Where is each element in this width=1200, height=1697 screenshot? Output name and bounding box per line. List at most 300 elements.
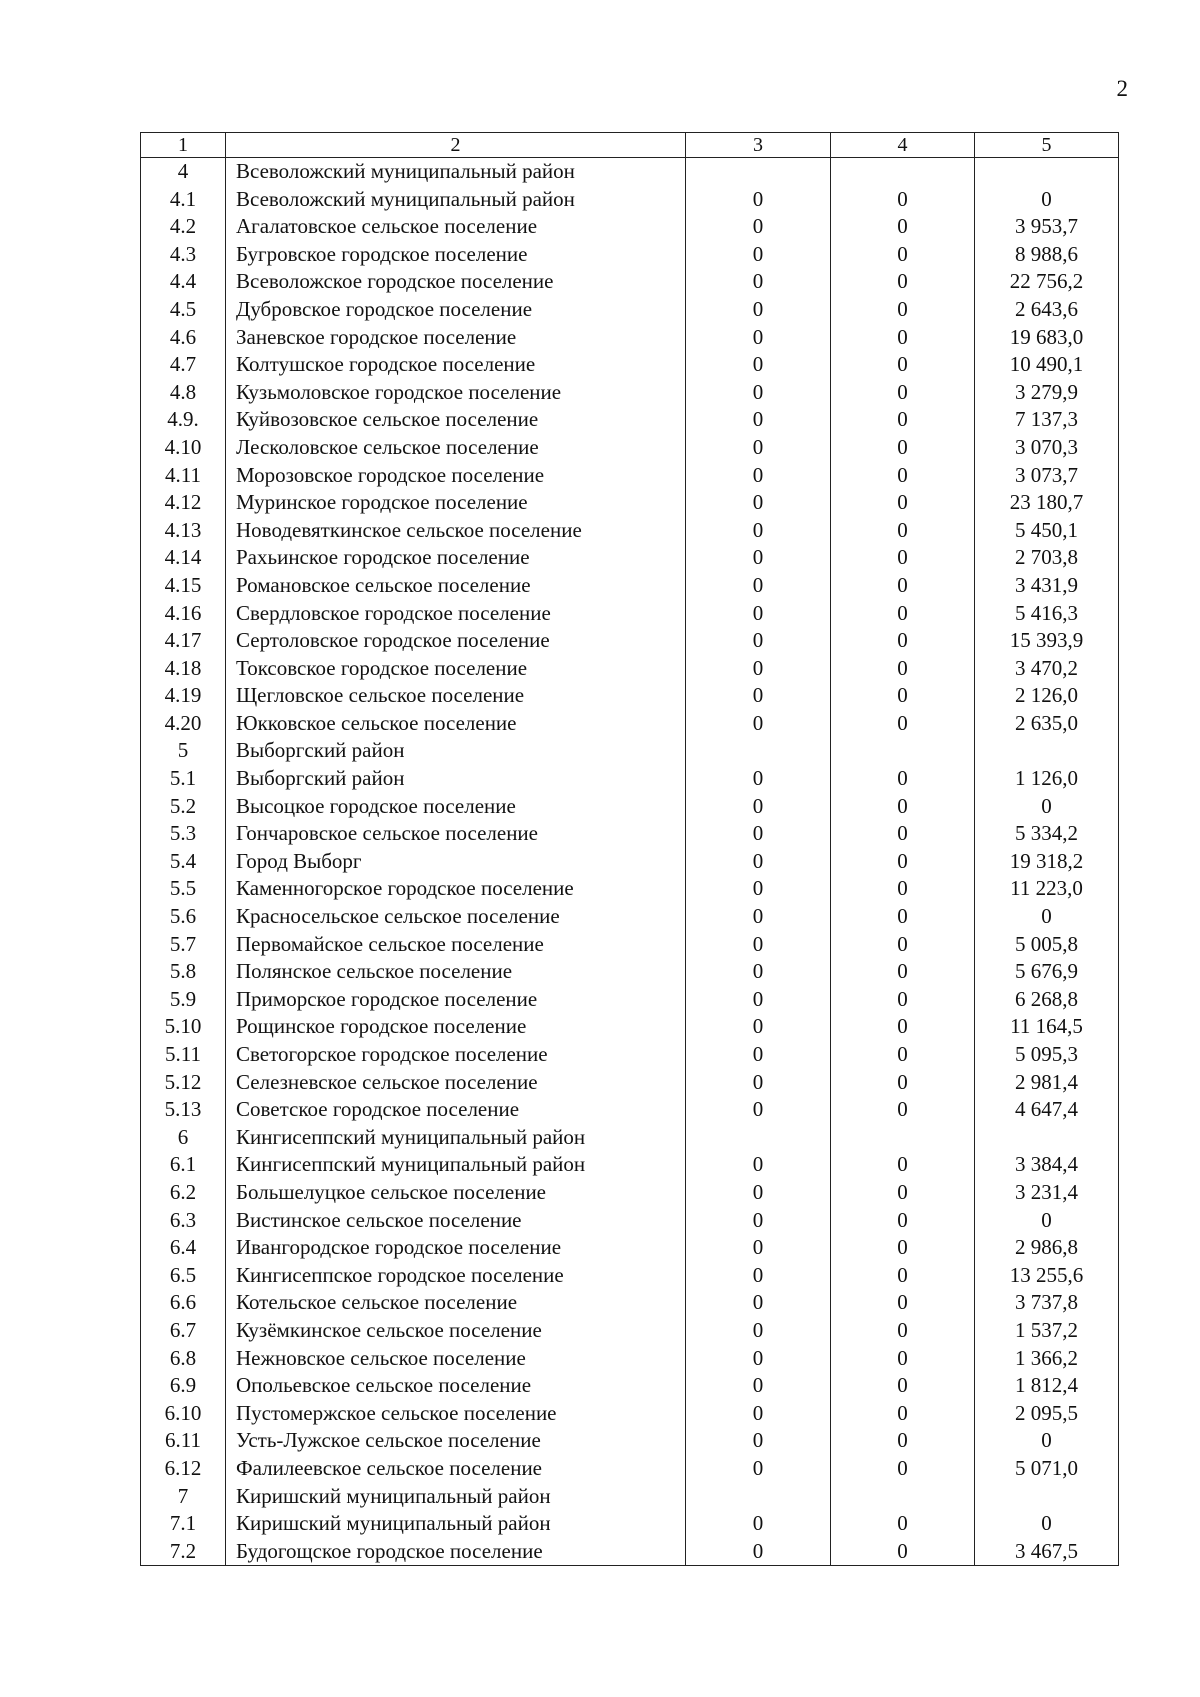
value-col-4: 0 <box>831 1427 975 1455</box>
value-col-4: 0 <box>831 379 975 407</box>
value-col-4: 0 <box>831 793 975 821</box>
value-col-3: 0 <box>686 462 831 490</box>
table-row <box>141 737 1119 765</box>
value-col-5: 6 268,8 <box>975 986 1119 1014</box>
municipality-name: Кингисеппский муниципальный район <box>226 1151 686 1179</box>
value-col-4: 0 <box>831 489 975 517</box>
table-row <box>141 627 1119 655</box>
value-col-5 <box>975 158 1119 186</box>
value-col-4: 0 <box>831 1372 975 1400</box>
value-col-3: 0 <box>686 903 831 931</box>
value-col-5: 2 095,5 <box>975 1400 1119 1428</box>
value-col-4: 0 <box>831 1262 975 1290</box>
row-number: 4.7 <box>141 351 226 379</box>
municipality-name: Агалатовское сельское поселение <box>226 213 686 241</box>
row-number: 5.7 <box>141 931 226 959</box>
table-row <box>141 682 1119 710</box>
value-col-4: 0 <box>831 1345 975 1373</box>
value-col-5: 0 <box>975 186 1119 214</box>
row-number: 5.1 <box>141 765 226 793</box>
table-row <box>141 296 1119 324</box>
value-col-4: 0 <box>831 406 975 434</box>
municipality-name: Выборгский район <box>226 765 686 793</box>
table-row <box>141 1096 1119 1124</box>
value-col-3: 0 <box>686 1179 831 1207</box>
municipality-name: Кузьмоловское городское поселение <box>226 379 686 407</box>
value-col-4: 0 <box>831 875 975 903</box>
value-col-5: 3 737,8 <box>975 1289 1119 1317</box>
table-row <box>141 572 1119 600</box>
value-col-5: 0 <box>975 1510 1119 1538</box>
header-col-4: 4 <box>831 133 975 158</box>
value-col-5: 10 490,1 <box>975 351 1119 379</box>
value-col-5: 3 953,7 <box>975 213 1119 241</box>
table-row <box>141 517 1119 545</box>
value-col-4: 0 <box>831 682 975 710</box>
municipality-name: Муринское городское поселение <box>226 489 686 517</box>
municipality-name: Свердловское городское поселение <box>226 600 686 628</box>
value-col-5: 5 676,9 <box>975 958 1119 986</box>
value-col-4: 0 <box>831 517 975 545</box>
row-number: 5.2 <box>141 793 226 821</box>
row-number: 4 <box>141 158 226 186</box>
municipality-name: Всеволожское городское поселение <box>226 268 686 296</box>
table-row <box>141 1234 1119 1262</box>
value-col-5: 2 126,0 <box>975 682 1119 710</box>
row-number: 7 <box>141 1483 226 1511</box>
value-col-3: 0 <box>686 820 831 848</box>
municipality-name: Котельское сельское поселение <box>226 1289 686 1317</box>
value-col-3: 0 <box>686 1069 831 1097</box>
table-row <box>141 1289 1119 1317</box>
row-number: 4.12 <box>141 489 226 517</box>
value-col-4: 0 <box>831 1400 975 1428</box>
value-col-4 <box>831 1124 975 1152</box>
row-number: 5.6 <box>141 903 226 931</box>
municipality-name: Опольевское сельское поселение <box>226 1372 686 1400</box>
value-col-3: 0 <box>686 1538 831 1566</box>
row-number: 6.11 <box>141 1427 226 1455</box>
table-row <box>141 379 1119 407</box>
value-col-4: 0 <box>831 324 975 352</box>
value-col-3: 0 <box>686 296 831 324</box>
value-col-4: 0 <box>831 213 975 241</box>
municipality-name: Новодевяткинское сельское поселение <box>226 517 686 545</box>
table-row <box>141 1483 1119 1511</box>
value-col-3: 0 <box>686 600 831 628</box>
value-col-3: 0 <box>686 186 831 214</box>
municipality-name: Морозовское городское поселение <box>226 462 686 490</box>
row-number: 4.1 <box>141 186 226 214</box>
row-number: 5.3 <box>141 820 226 848</box>
value-col-5: 3 231,4 <box>975 1179 1119 1207</box>
municipality-name: Рощинское городское поселение <box>226 1013 686 1041</box>
value-col-3: 0 <box>686 1510 831 1538</box>
table-row <box>141 1455 1119 1483</box>
value-col-5: 0 <box>975 1207 1119 1235</box>
table-row <box>141 544 1119 572</box>
row-number: 6.2 <box>141 1179 226 1207</box>
value-col-5: 1 812,4 <box>975 1372 1119 1400</box>
municipality-name: Селезневское сельское поселение <box>226 1069 686 1097</box>
value-col-3: 0 <box>686 241 831 269</box>
value-col-3: 0 <box>686 627 831 655</box>
value-col-5: 3 073,7 <box>975 462 1119 490</box>
value-col-5: 5 450,1 <box>975 517 1119 545</box>
value-col-5: 1 537,2 <box>975 1317 1119 1345</box>
municipality-name: Киришский муниципальный район <box>226 1483 686 1511</box>
value-col-3: 0 <box>686 406 831 434</box>
row-number: 4.11 <box>141 462 226 490</box>
row-number: 4.3 <box>141 241 226 269</box>
value-col-4: 0 <box>831 986 975 1014</box>
value-col-5: 22 756,2 <box>975 268 1119 296</box>
table-row <box>141 213 1119 241</box>
value-col-5: 19 318,2 <box>975 848 1119 876</box>
value-col-5: 1 366,2 <box>975 1345 1119 1373</box>
value-col-4: 0 <box>831 1289 975 1317</box>
value-col-4: 0 <box>831 931 975 959</box>
value-col-4: 0 <box>831 296 975 324</box>
value-col-3: 0 <box>686 655 831 683</box>
value-col-5: 2 643,6 <box>975 296 1119 324</box>
value-col-5: 2 986,8 <box>975 1234 1119 1262</box>
value-col-4: 0 <box>831 1013 975 1041</box>
value-col-4: 0 <box>831 1069 975 1097</box>
value-col-4: 0 <box>831 1234 975 1262</box>
value-col-3: 0 <box>686 1151 831 1179</box>
row-number: 5.12 <box>141 1069 226 1097</box>
value-col-5: 3 070,3 <box>975 434 1119 462</box>
municipality-name: Приморское городское поселение <box>226 986 686 1014</box>
value-col-3: 0 <box>686 875 831 903</box>
municipality-name: Будогощское городское поселение <box>226 1538 686 1566</box>
value-col-4: 0 <box>831 1151 975 1179</box>
header-row <box>141 133 1119 158</box>
value-col-3 <box>686 1124 831 1152</box>
value-col-5: 19 683,0 <box>975 324 1119 352</box>
value-col-3: 0 <box>686 572 831 600</box>
value-col-5: 7 137,3 <box>975 406 1119 434</box>
row-number: 4.9. <box>141 406 226 434</box>
value-col-4: 0 <box>831 351 975 379</box>
value-col-5 <box>975 1124 1119 1152</box>
municipality-name: Всеволожский муниципальный район <box>226 186 686 214</box>
table-row <box>141 489 1119 517</box>
value-col-5: 0 <box>975 1427 1119 1455</box>
municipality-name: Первомайское сельское поселение <box>226 931 686 959</box>
row-number: 4.2 <box>141 213 226 241</box>
row-number: 6.1 <box>141 1151 226 1179</box>
municipality-name: Пустомержское сельское поселение <box>226 1400 686 1428</box>
table-row <box>141 848 1119 876</box>
row-number: 7.1 <box>141 1510 226 1538</box>
value-col-3 <box>686 737 831 765</box>
value-col-4: 0 <box>831 186 975 214</box>
table-row <box>141 1372 1119 1400</box>
value-col-5 <box>975 1483 1119 1511</box>
value-col-3: 0 <box>686 1234 831 1262</box>
value-col-4: 0 <box>831 434 975 462</box>
row-number: 6.12 <box>141 1455 226 1483</box>
municipality-name: Вистинское сельское поселение <box>226 1207 686 1235</box>
value-col-4: 0 <box>831 241 975 269</box>
table-row <box>141 820 1119 848</box>
value-col-5 <box>975 737 1119 765</box>
value-col-3 <box>686 1483 831 1511</box>
row-number: 5.8 <box>141 958 226 986</box>
value-col-3: 0 <box>686 1317 831 1345</box>
table-row <box>141 986 1119 1014</box>
table-row <box>141 1179 1119 1207</box>
table-row <box>141 1124 1119 1152</box>
table-row <box>141 1151 1119 1179</box>
value-col-3: 0 <box>686 1096 831 1124</box>
value-col-5: 3 384,4 <box>975 1151 1119 1179</box>
value-col-4: 0 <box>831 1510 975 1538</box>
table-row <box>141 324 1119 352</box>
row-number: 5.9 <box>141 986 226 1014</box>
row-number: 6.4 <box>141 1234 226 1262</box>
value-col-5: 0 <box>975 793 1119 821</box>
value-col-5: 3 470,2 <box>975 655 1119 683</box>
value-col-4: 0 <box>831 710 975 738</box>
municipality-name: Юкковское сельское поселение <box>226 710 686 738</box>
row-number: 5 <box>141 737 226 765</box>
value-col-3: 0 <box>686 434 831 462</box>
table-row <box>141 1207 1119 1235</box>
value-col-3: 0 <box>686 848 831 876</box>
value-col-5: 1 126,0 <box>975 765 1119 793</box>
table-row <box>141 958 1119 986</box>
value-col-4 <box>831 737 975 765</box>
value-col-4: 0 <box>831 544 975 572</box>
table-row <box>141 1345 1119 1373</box>
header-col-5: 5 <box>975 133 1119 158</box>
value-col-4: 0 <box>831 848 975 876</box>
value-col-3: 0 <box>686 682 831 710</box>
municipality-name: Сертоловское городское поселение <box>226 627 686 655</box>
row-number: 4.4 <box>141 268 226 296</box>
table-row <box>141 268 1119 296</box>
value-col-3: 0 <box>686 1013 831 1041</box>
value-col-3: 0 <box>686 986 831 1014</box>
value-col-3 <box>686 158 831 186</box>
table-row <box>141 710 1119 738</box>
table-row <box>141 406 1119 434</box>
municipality-name: Большелуцкое сельское поселение <box>226 1179 686 1207</box>
row-number: 6.3 <box>141 1207 226 1235</box>
table-row <box>141 434 1119 462</box>
row-number: 5.4 <box>141 848 226 876</box>
table-row <box>141 1013 1119 1041</box>
table-row <box>141 1510 1119 1538</box>
row-number: 4.19 <box>141 682 226 710</box>
value-col-3: 0 <box>686 1262 831 1290</box>
row-number: 4.15 <box>141 572 226 600</box>
row-number: 4.8 <box>141 379 226 407</box>
row-number: 5.11 <box>141 1041 226 1069</box>
table-row <box>141 1069 1119 1097</box>
value-col-4: 0 <box>831 1179 975 1207</box>
row-number: 4.13 <box>141 517 226 545</box>
table-row <box>141 1400 1119 1428</box>
municipality-name: Кингисеппский муниципальный район <box>226 1124 686 1152</box>
table-row <box>141 158 1119 186</box>
value-col-3: 0 <box>686 1289 831 1317</box>
value-col-3: 0 <box>686 517 831 545</box>
value-col-3: 0 <box>686 268 831 296</box>
row-number: 7.2 <box>141 1538 226 1566</box>
municipality-name: Красносельское сельское поселение <box>226 903 686 931</box>
value-col-3: 0 <box>686 379 831 407</box>
value-col-5: 2 703,8 <box>975 544 1119 572</box>
value-col-4: 0 <box>831 627 975 655</box>
row-number: 4.14 <box>141 544 226 572</box>
municipality-name: Рахьинское городское поселение <box>226 544 686 572</box>
value-col-5: 11 223,0 <box>975 875 1119 903</box>
value-col-5: 3 279,9 <box>975 379 1119 407</box>
row-number: 4.6 <box>141 324 226 352</box>
value-col-4: 0 <box>831 1317 975 1345</box>
municipality-name: Дубровское городское поселение <box>226 296 686 324</box>
header-col-1: 1 <box>141 133 226 158</box>
table-row <box>141 186 1119 214</box>
page-number: 2 <box>1116 76 1128 101</box>
value-col-4: 0 <box>831 268 975 296</box>
value-col-3: 0 <box>686 1455 831 1483</box>
value-col-5: 5 416,3 <box>975 600 1119 628</box>
value-col-5: 3 467,5 <box>975 1538 1119 1566</box>
municipality-name: Усть-Лужское сельское поселение <box>226 1427 686 1455</box>
value-col-5: 23 180,7 <box>975 489 1119 517</box>
table-row <box>141 1538 1119 1566</box>
value-col-3: 0 <box>686 1207 831 1235</box>
value-col-5: 5 071,0 <box>975 1455 1119 1483</box>
value-col-3: 0 <box>686 544 831 572</box>
value-col-3: 0 <box>686 958 831 986</box>
municipality-name: Светогорское городское поселение <box>226 1041 686 1069</box>
municipality-name: Киришский муниципальный район <box>226 1510 686 1538</box>
value-col-4: 0 <box>831 655 975 683</box>
value-col-5: 3 431,9 <box>975 572 1119 600</box>
value-col-4: 0 <box>831 1455 975 1483</box>
value-col-3: 0 <box>686 213 831 241</box>
municipality-name: Каменногорское городское поселение <box>226 875 686 903</box>
header-col-3: 3 <box>686 133 831 158</box>
value-col-4: 0 <box>831 765 975 793</box>
value-col-3: 0 <box>686 710 831 738</box>
table-row <box>141 462 1119 490</box>
table-row <box>141 765 1119 793</box>
municipality-name: Гончаровское сельское поселение <box>226 820 686 848</box>
table-row <box>141 600 1119 628</box>
municipality-name: Кингисеппское городское поселение <box>226 1262 686 1290</box>
municipality-name: Город Выборг <box>226 848 686 876</box>
municipality-name: Ивангородское городское поселение <box>226 1234 686 1262</box>
table-body <box>141 158 1119 1566</box>
municipality-name: Бугровское городское поселение <box>226 241 686 269</box>
row-number: 4.5 <box>141 296 226 324</box>
table-row <box>141 1317 1119 1345</box>
value-col-5: 5 334,2 <box>975 820 1119 848</box>
value-col-4: 0 <box>831 1207 975 1235</box>
municipality-name: Колтушское городское поселение <box>226 351 686 379</box>
value-col-3: 0 <box>686 765 831 793</box>
value-col-5: 5 095,3 <box>975 1041 1119 1069</box>
value-col-3: 0 <box>686 489 831 517</box>
value-col-4: 0 <box>831 572 975 600</box>
value-col-4: 0 <box>831 600 975 628</box>
value-col-3: 0 <box>686 1041 831 1069</box>
value-col-5: 13 255,6 <box>975 1262 1119 1290</box>
value-col-4: 0 <box>831 462 975 490</box>
row-number: 4.10 <box>141 434 226 462</box>
row-number: 6.10 <box>141 1400 226 1428</box>
value-col-3: 0 <box>686 1345 831 1373</box>
value-col-5: 8 988,6 <box>975 241 1119 269</box>
data-table <box>140 132 1119 1566</box>
row-number: 6.9 <box>141 1372 226 1400</box>
table-row <box>141 875 1119 903</box>
municipality-name: Полянское сельское поселение <box>226 958 686 986</box>
value-col-3: 0 <box>686 793 831 821</box>
value-col-4: 0 <box>831 958 975 986</box>
municipality-name: Высоцкое городское поселение <box>226 793 686 821</box>
row-number: 6.6 <box>141 1289 226 1317</box>
value-col-5: 5 005,8 <box>975 931 1119 959</box>
row-number: 6 <box>141 1124 226 1152</box>
value-col-4: 0 <box>831 1041 975 1069</box>
value-col-4 <box>831 158 975 186</box>
municipality-name: Заневское городское поселение <box>226 324 686 352</box>
value-col-3: 0 <box>686 351 831 379</box>
row-number: 6.7 <box>141 1317 226 1345</box>
municipality-name: Советское городское поселение <box>226 1096 686 1124</box>
table-row <box>141 351 1119 379</box>
value-col-4: 0 <box>831 1096 975 1124</box>
table-header <box>141 133 1119 158</box>
data-table-container <box>140 132 1118 1566</box>
municipality-name: Фалилеевское сельское поселение <box>226 1455 686 1483</box>
municipality-name: Куйвозовское сельское поселение <box>226 406 686 434</box>
municipality-name: Токсовское городское поселение <box>226 655 686 683</box>
header-col-2: 2 <box>226 133 686 158</box>
value-col-3: 0 <box>686 931 831 959</box>
value-col-3: 0 <box>686 1400 831 1428</box>
municipality-name: Кузёмкинское сельское поселение <box>226 1317 686 1345</box>
row-number: 4.18 <box>141 655 226 683</box>
municipality-name: Романовское сельское поселение <box>226 572 686 600</box>
value-col-5: 2 635,0 <box>975 710 1119 738</box>
municipality-name: Нежновское сельское поселение <box>226 1345 686 1373</box>
value-col-5: 15 393,9 <box>975 627 1119 655</box>
value-col-5: 2 981,4 <box>975 1069 1119 1097</box>
row-number: 6.8 <box>141 1345 226 1373</box>
value-col-5: 11 164,5 <box>975 1013 1119 1041</box>
value-col-4: 0 <box>831 903 975 931</box>
municipality-name: Щегловское сельское поселение <box>226 682 686 710</box>
table-row <box>141 241 1119 269</box>
row-number: 4.17 <box>141 627 226 655</box>
value-col-5: 0 <box>975 903 1119 931</box>
value-col-3: 0 <box>686 1372 831 1400</box>
municipality-name: Лесколовское сельское поселение <box>226 434 686 462</box>
value-col-5: 4 647,4 <box>975 1096 1119 1124</box>
table-row <box>141 655 1119 683</box>
row-number: 4.16 <box>141 600 226 628</box>
row-number: 6.5 <box>141 1262 226 1290</box>
